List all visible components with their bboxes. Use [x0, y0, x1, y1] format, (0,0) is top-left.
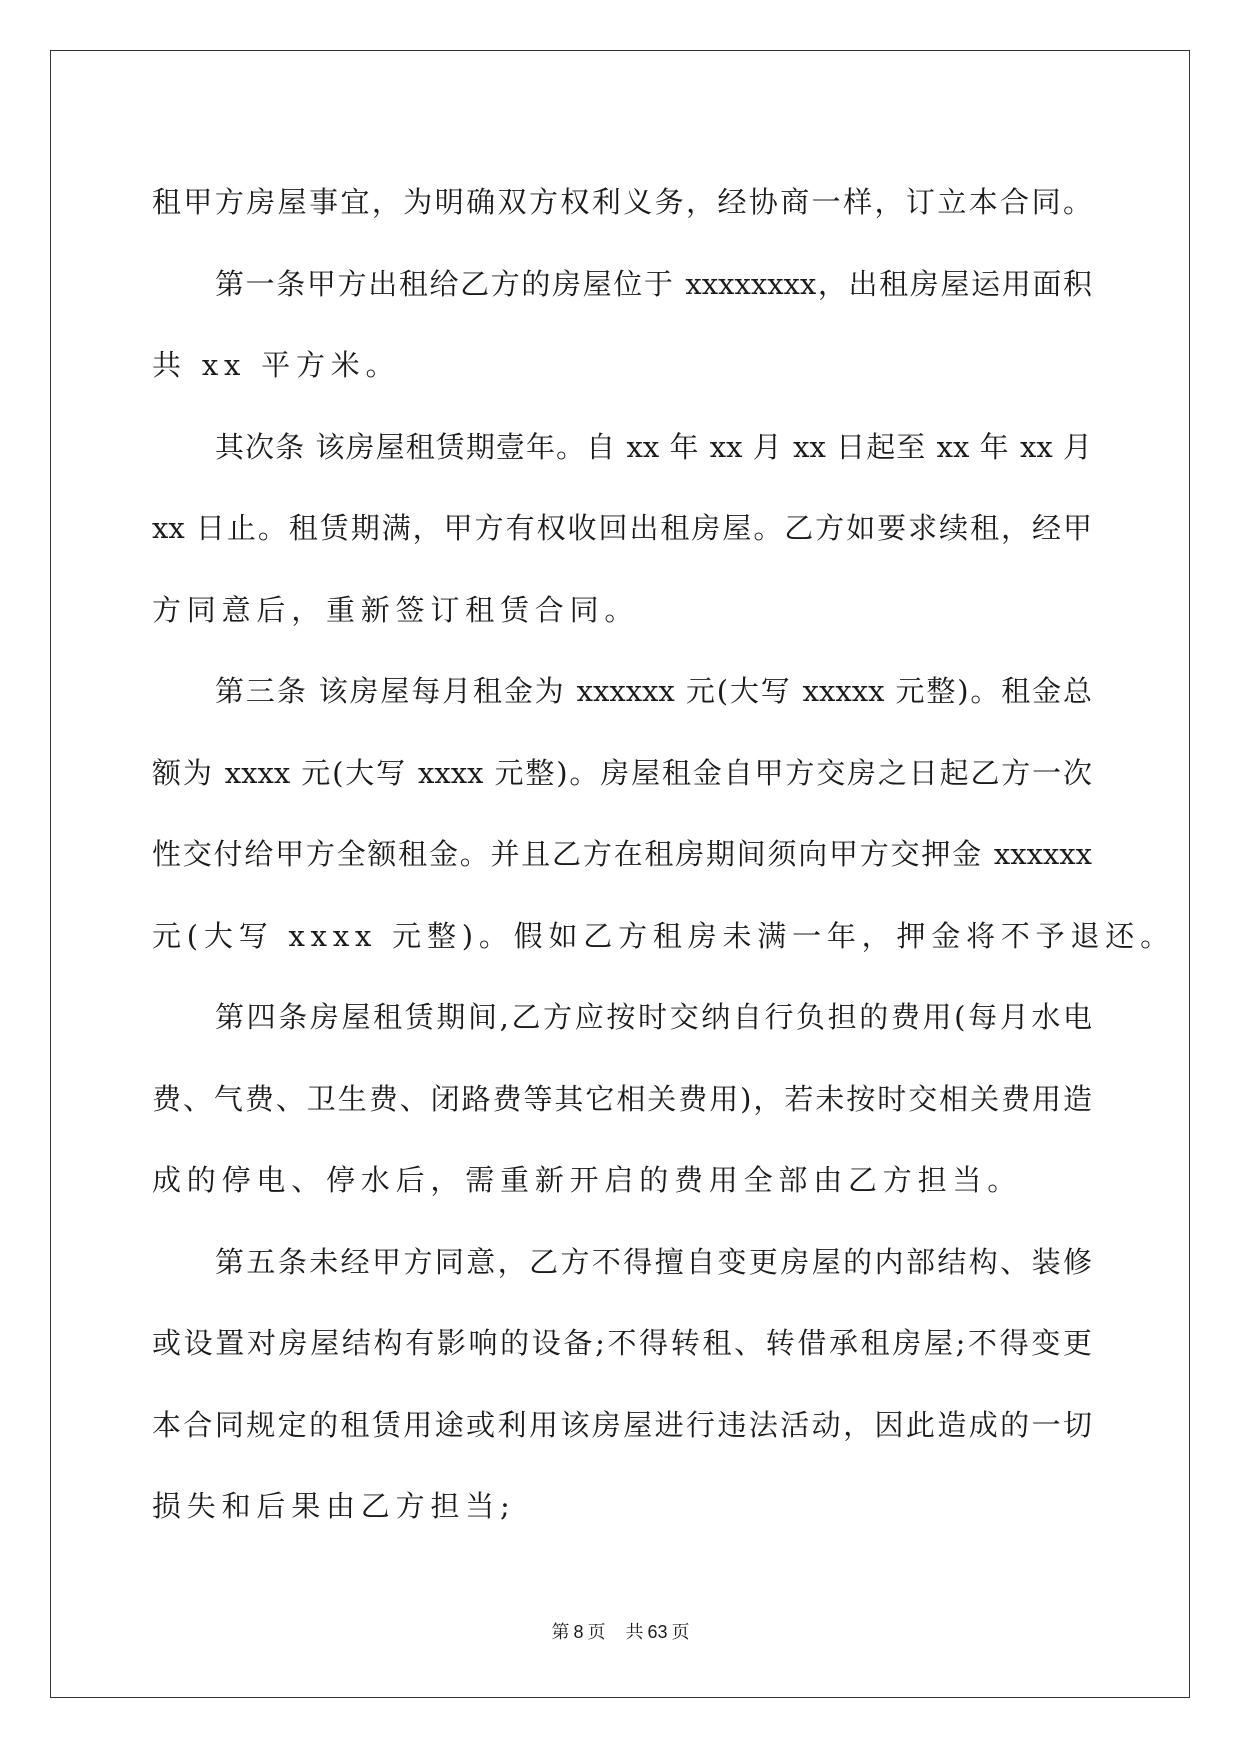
paragraph-line	[152, 162, 1092, 244]
line-text: 损失和后果由乙方担当;	[152, 1489, 516, 1523]
current-page-number: 8	[573, 1622, 584, 1642]
line-text: 第三条 该房屋每月租金为 xxxxxx 元(大写 xxxxx 元整)。租金总	[215, 674, 1092, 708]
total-pages-suffix: 页	[671, 1622, 690, 1643]
line-text: 第五条未经甲方同意，乙方不得擅自变更房屋的内部结构、装修	[215, 1244, 1092, 1279]
document-body	[152, 162, 1175, 1548]
line-text: 性交付给甲方全额租金。并且乙方在租房期间须向甲方交押金 xxxxxx	[152, 837, 1092, 871]
line-text: 成的停电、停水后，需重新开启的费用全部由乙方担当。	[152, 1163, 1023, 1197]
paragraph-line	[152, 244, 1092, 326]
page-number-prefix: 第	[551, 1622, 570, 1643]
line-text: xx 日止。租赁期满，甲方有权收回出租房屋。乙方如要求续租，经甲	[152, 511, 1092, 545]
line-text: 第四条房屋租赁期间,乙方应按时交纳自行负担的费用(每月水电	[215, 1000, 1092, 1034]
line-text: 共 xx 平方米。	[152, 348, 401, 382]
paragraph-line	[152, 1059, 1092, 1141]
total-pages-prefix: 共	[625, 1622, 644, 1643]
line-text: 或设置对房屋结构有影响的设备;不得转租、转借承租房屋;不得变更	[152, 1326, 1092, 1360]
page-number-suffix: 页	[587, 1622, 606, 1643]
paragraph-line	[152, 1303, 1092, 1385]
paragraph-line	[152, 814, 1092, 896]
line-text: 元(大写 xxxx 元整)。假如乙方租房未满一年，押金将不予退还。	[152, 918, 1175, 953]
paragraph-line	[152, 896, 1175, 978]
line-text: 费、气费、卫生费、闭路费等其它相关费用)，若未按时交相关费用造	[152, 1081, 1092, 1116]
paragraph-line	[152, 1385, 1092, 1467]
paragraph-line	[152, 733, 1092, 815]
line-text: 其次条 该房屋租赁期壹年。自 xx 年 xx 月 xx 日起至 xx 年 xx 月	[215, 429, 1092, 464]
line-text: 额为 xxxx 元(大写 xxxx 元整)。房屋租金自甲方交房之日起乙方一次	[152, 755, 1092, 790]
line-text: 本合同规定的租赁用途或利用该房屋进行违法活动，因此造成的一切	[152, 1407, 1092, 1442]
paragraph-line	[152, 570, 1092, 652]
line-text: 方同意后，重新签订租赁合同。	[152, 592, 640, 627]
paragraph-line	[152, 1466, 1092, 1548]
page-footer	[0, 1618, 1241, 1644]
line-text: 租甲方房屋事宜，为明确双方权利义务，经协商一样，订立本合同。	[152, 185, 1092, 219]
total-pages-number: 63	[647, 1622, 668, 1642]
paragraph-line	[152, 977, 1092, 1059]
paragraph-line	[152, 1222, 1092, 1304]
paragraph-line	[152, 1140, 1092, 1222]
paragraph-line	[152, 651, 1092, 733]
paragraph-line	[152, 488, 1092, 570]
paragraph-line	[152, 325, 1092, 407]
line-text: 第一条甲方出租给乙方的房屋位于 xxxxxxxx，出租房屋运用面积	[215, 266, 1092, 301]
paragraph-line	[152, 407, 1092, 489]
